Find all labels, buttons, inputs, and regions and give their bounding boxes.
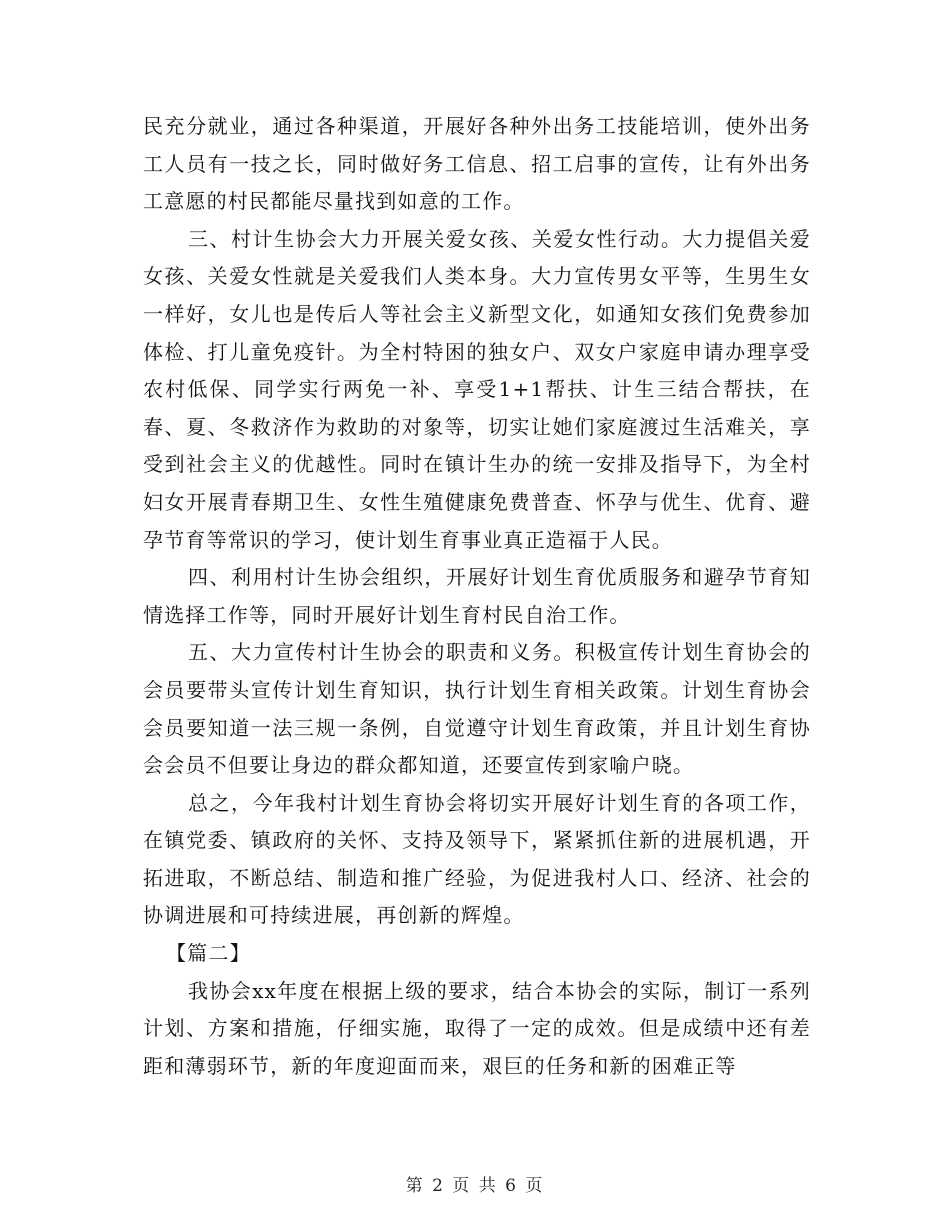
page-number-footer: 第 2 页 共 6 页 [405, 1176, 545, 1196]
paragraph-continuation: 民充分就业，通过各种渠道，开展好各种外出务工技能培训，使外出务工人员有一技之长，同时做好务工信息、招工启事的宣传，让有外出务工意愿的村民都能尽量找到如意的工作。 [143, 114, 811, 214]
paragraph-section-four: 四、利用村计生协会组织，开展好计划生育优质服务和避孕节育知情选择工作等，同时开展好计划生育村民自治工作。 [143, 565, 811, 627]
section-heading-part-two: 【篇二】 [166, 941, 251, 966]
document-body [143, 108, 811, 1085]
paragraph-section-five: 五、大力宣传村计生协会的职责和义务。积极宣传计划生育协会的会员要带头宣传计划生育知识，执行计划生育相关政策。计划生育协会会员要知道一法三规一条例，自觉遵守计划生育政策，并且计划生育协会会员不但要让身边的群众都知道，还要宣传到家喻户晓。 [143, 640, 811, 778]
paragraph-part-two-intro: 我协会xx年度在根据上级的要求，结合本协会的实际，制订一系列计划、方案和措施，仔细实施，取得了一定的成效。但是成绩中还有差距和薄弱环节，新的年度迎面而来，艰巨的任务和新的困难正等 [143, 978, 811, 1078]
paragraph-section-three: 三、村计生协会大力开展关爱女孩、关爱女性行动。大力提倡关爱女孩、关爱女性就是关爱我们人类本身。大力宣传男女平等，生男生女一样好，女儿也是传后人等社会主义新型文化，如通知女孩们免费参加体检、打儿童免疫针。为全村特困的独女户、双女户家庭申请办理享受农村低保、同学实行两免一补、享受1+1帮扶、计生三结合帮扶，在春、夏、冬救济作为救助的对象等，切实让她们家庭渡过生活难关，享受到社会主义的优越性。同时在镇计生办的统一安排及指导下，为全村妇女开展青春期卫生、女性生殖健康免费普查、怀孕与优生、优育、避孕节育等常识的学习，使计划生育事业真正造福于人民。 [143, 226, 811, 552]
paragraph-summary: 总之，今年我村计划生育协会将切实开展好计划生育的各项工作，在镇党委、镇政府的关怀、支持及领导下，紧紧抓住新的进展机遇，开拓进取，不断总结、制造和推广经验，为促进我村人口、经济、社会的协调进展和可持续进展，再创新的辉煌。 [143, 790, 811, 928]
